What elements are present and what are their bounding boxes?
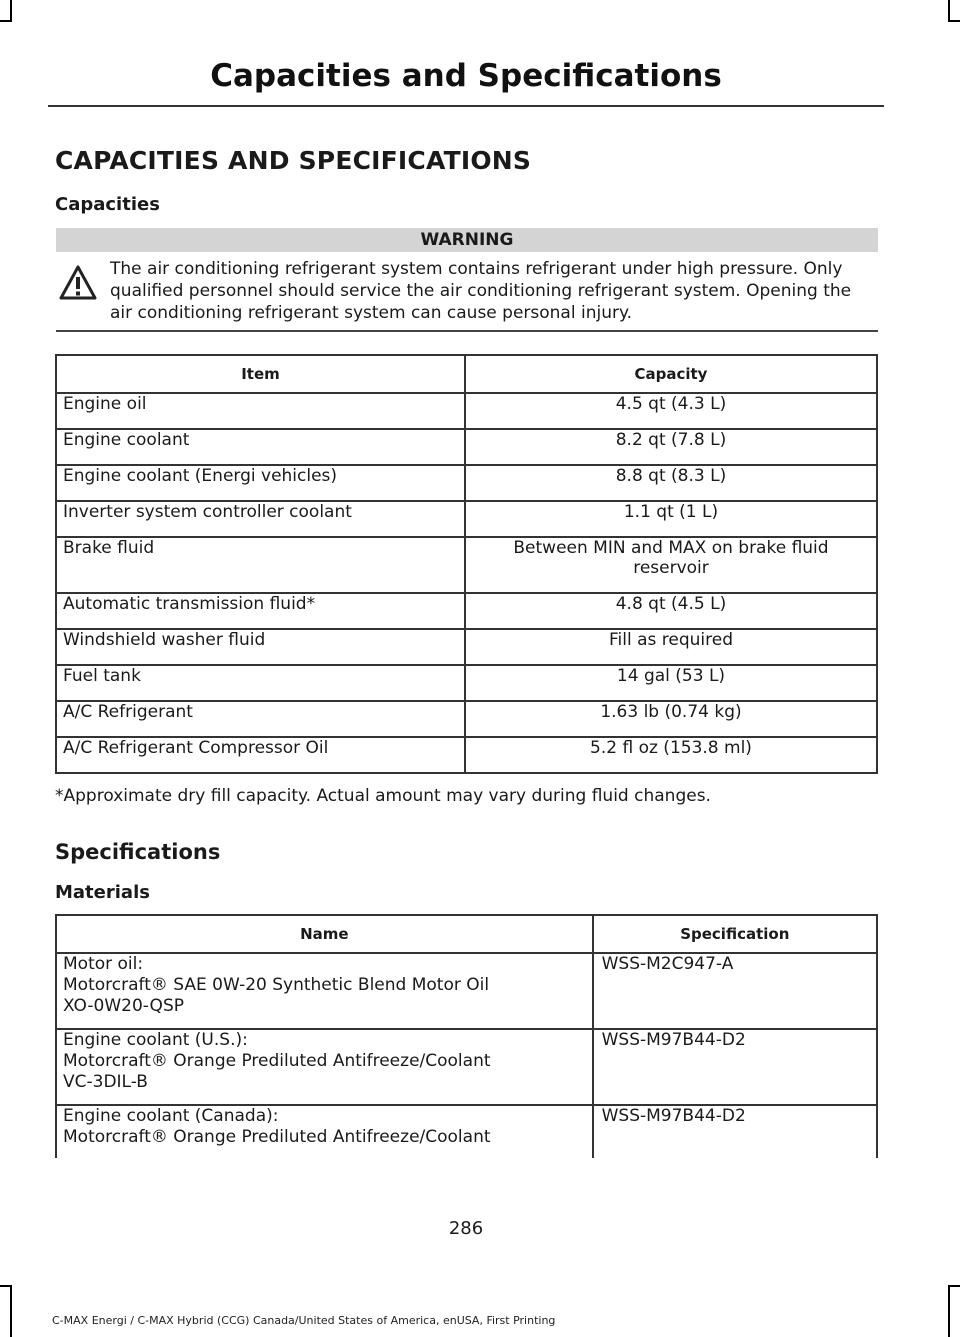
warning-text: The air conditioning refrigerant system contains refrigerant under high pressure. Only qualified personnel should service the air conditioning refrigerant system. Opening the air conditioning refrigerant system can cause personal injury. bbox=[110, 259, 852, 323]
material-name-line: Motorcraft® Orange Prediluted Antifreeze/Coolant bbox=[63, 1051, 491, 1071]
table-row bbox=[56, 1029, 877, 1105]
table-row bbox=[56, 393, 877, 429]
material-name-line: Engine coolant (U.S.): bbox=[63, 1030, 248, 1050]
material-name-cell bbox=[56, 1105, 593, 1158]
column-header-capacity: Capacity bbox=[465, 355, 877, 393]
item-cell: Inverter system controller coolant bbox=[56, 501, 465, 537]
capacity-cell: 8.2 qt (7.8 L) bbox=[465, 429, 877, 465]
capacity-cell: 1.1 qt (1 L) bbox=[465, 501, 877, 537]
capacity-cell: 8.8 qt (8.3 L) bbox=[465, 465, 877, 501]
capacity-cell: 1.63 lb (0.74 kg) bbox=[465, 701, 877, 737]
capacities-heading: Capacities bbox=[55, 194, 160, 215]
footer-text: C-MAX Energi / C-MAX Hybrid (CCG) Canada/United States of America, enUSA, First Printing bbox=[52, 1314, 556, 1327]
item-cell: Engine coolant bbox=[56, 429, 465, 465]
column-header-name: Name bbox=[56, 915, 593, 953]
capacity-cell: Between MIN and MAX on brake fluid reservoir bbox=[465, 537, 877, 593]
crop-mark bbox=[10, 0, 12, 22]
page-header-title: Capacities and Specifications bbox=[210, 58, 722, 94]
material-name-line: XO-0W20-QSP bbox=[63, 996, 184, 1016]
specifications-heading: Specifications bbox=[55, 840, 221, 864]
item-cell: Brake fluid bbox=[56, 537, 465, 593]
item-cell: Fuel tank bbox=[56, 665, 465, 701]
materials-table bbox=[55, 914, 878, 1158]
footnote: *Approximate dry fill capacity. Actual amount may vary during fluid changes. bbox=[55, 786, 711, 806]
specification-cell: WSS-M97B44-D2 bbox=[593, 1029, 877, 1105]
table-row bbox=[56, 593, 877, 629]
table-row bbox=[56, 429, 877, 465]
item-cell: Automatic transmission fluid* bbox=[56, 593, 465, 629]
capacity-cell: 4.8 qt (4.5 L) bbox=[465, 593, 877, 629]
specification-cell: WSS-M2C947-A bbox=[593, 953, 877, 1029]
warning-rule bbox=[56, 330, 878, 332]
material-name-cell bbox=[56, 1029, 593, 1105]
crop-mark bbox=[0, 1285, 12, 1287]
crop-mark bbox=[948, 20, 960, 22]
material-name-line: Motor oil: bbox=[63, 954, 144, 974]
capacities-table bbox=[55, 354, 878, 774]
capacity-cell: 5.2 fl oz (153.8 ml) bbox=[465, 737, 877, 773]
material-name-cell bbox=[56, 953, 593, 1029]
table-row bbox=[56, 665, 877, 701]
section-title: CAPACITIES AND SPECIFICATIONS bbox=[55, 146, 532, 175]
crop-mark bbox=[0, 20, 12, 22]
table-row bbox=[56, 537, 877, 593]
capacity-cell: 14 gal (53 L) bbox=[465, 665, 877, 701]
table-row bbox=[56, 501, 877, 537]
material-name-line: Motorcraft® SAE 0W-20 Synthetic Blend Motor Oil bbox=[63, 975, 490, 995]
item-cell: A/C Refrigerant bbox=[56, 701, 465, 737]
table-row bbox=[56, 701, 877, 737]
item-cell: Windshield washer fluid bbox=[56, 629, 465, 665]
material-name-line: VC-3DIL-B bbox=[63, 1072, 148, 1092]
item-cell: Engine coolant (Energi vehicles) bbox=[56, 465, 465, 501]
item-cell: A/C Refrigerant Compressor Oil bbox=[56, 737, 465, 773]
crop-mark bbox=[10, 1285, 12, 1337]
column-header-item: Item bbox=[56, 355, 465, 393]
warning-triangle-icon bbox=[58, 264, 98, 302]
crop-mark bbox=[948, 0, 950, 22]
capacity-cell: Fill as required bbox=[465, 629, 877, 665]
capacity-cell: 4.5 qt (4.3 L) bbox=[465, 393, 877, 429]
header-rule bbox=[48, 105, 884, 107]
crop-mark bbox=[948, 1285, 960, 1287]
table-row bbox=[56, 629, 877, 665]
warning-label: WARNING bbox=[56, 228, 878, 252]
table-row bbox=[56, 1105, 877, 1158]
material-name-line: Engine coolant (Canada): bbox=[63, 1106, 279, 1126]
column-header-specification: Specification bbox=[593, 915, 877, 953]
page-number: 286 bbox=[448, 1218, 484, 1239]
table-row bbox=[56, 737, 877, 773]
specification-cell: WSS-M97B44-D2 bbox=[593, 1105, 877, 1158]
table-row bbox=[56, 465, 877, 501]
crop-mark bbox=[948, 1285, 950, 1337]
materials-heading: Materials bbox=[55, 882, 150, 903]
item-cell: Engine oil bbox=[56, 393, 465, 429]
material-name-line: Motorcraft® Orange Prediluted Antifreeze/Coolant bbox=[63, 1127, 491, 1147]
table-row bbox=[56, 953, 877, 1029]
